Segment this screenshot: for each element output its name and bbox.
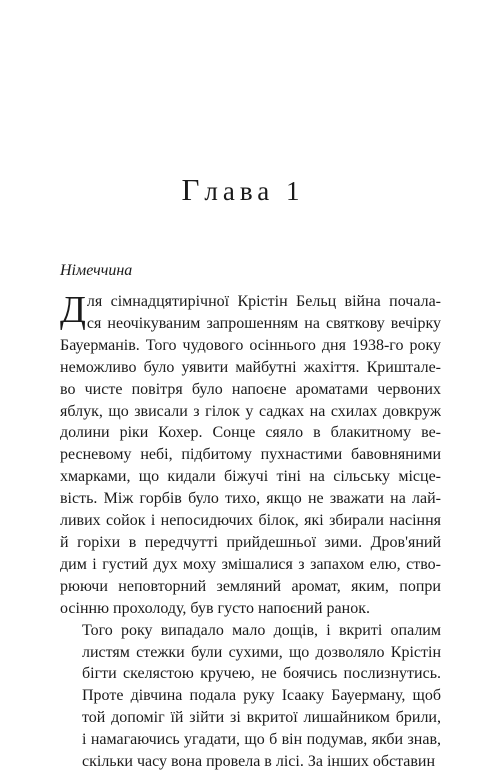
text-line: вість. Між горбів було тихо, якщо не зважати на лай- bbox=[60, 490, 441, 508]
text-line: ливих сойок і непосидючих білок, які збирали насіння bbox=[60, 512, 441, 530]
text-line: рюючи неповторний земляний аромат, яким, попри bbox=[60, 577, 441, 595]
text-line: скільки часу вона провела в лісі. За інших обставин bbox=[82, 753, 436, 771]
paragraph-1 bbox=[60, 291, 441, 620]
chapter-title-initial: Г bbox=[181, 172, 205, 207]
text-line: Бауерманів. Того чудового осіннього дня 1938-го року bbox=[60, 336, 441, 354]
text-line: ля сімнадцятирічної Крістін Бельц війна почала- bbox=[86, 293, 441, 310]
text-line: яблук, що звисали з гілок у садках на схилах довкруж bbox=[60, 402, 441, 420]
chapter-body bbox=[60, 291, 441, 773]
text-line: долини ріки Кохер. Сонце сяяло в блакитному ве- bbox=[60, 424, 441, 442]
section-subtitle: Німеччина bbox=[60, 262, 133, 279]
text-line: неможливо було уявити майбутні жахіття. Криштале- bbox=[60, 358, 441, 376]
text-line: осінню прохолоду, був густо напоєний ранок. bbox=[60, 599, 370, 617]
text-line: листям стежки були сухими, що дозволяло Крістін bbox=[82, 643, 441, 661]
paragraph-2 bbox=[60, 620, 441, 773]
text-line: дим і густий дух моху змішалися з запахом елю, ство- bbox=[60, 555, 441, 573]
text-line: Того року випадало мало дощів, і вкриті опалим bbox=[82, 621, 441, 639]
text-line: бігти скелястою кручею, не боячись послизнутись. bbox=[82, 665, 441, 683]
text-line: й горіхи в передчутті прийдешньої зими. Дров'яний bbox=[60, 533, 441, 551]
text-line: Проте дівчина подала руку Ісааку Бауерману, щоб bbox=[82, 687, 441, 705]
text-line: той допоміг їй зійти зі вкритої лишайником брили, bbox=[82, 709, 441, 727]
text-line: во чисте повітря було напоєне ароматами червоних bbox=[60, 380, 441, 398]
chapter-title bbox=[0, 172, 486, 208]
text-line: ся неочікуваним запрошенням на святкову вечірку bbox=[86, 314, 441, 332]
text-line: і намагаючись угадати, що б він подумав, якби знав, bbox=[82, 731, 441, 749]
drop-cap: Д bbox=[60, 289, 86, 331]
chapter-number: 1 bbox=[286, 176, 305, 206]
text-line: хмарками, що кидали біжучі тіні на сільську місце- bbox=[60, 468, 441, 486]
text-line: ресневому небі, підбитому пухнастими бавовняними bbox=[60, 446, 441, 464]
chapter-title-word: лава bbox=[204, 176, 275, 206]
